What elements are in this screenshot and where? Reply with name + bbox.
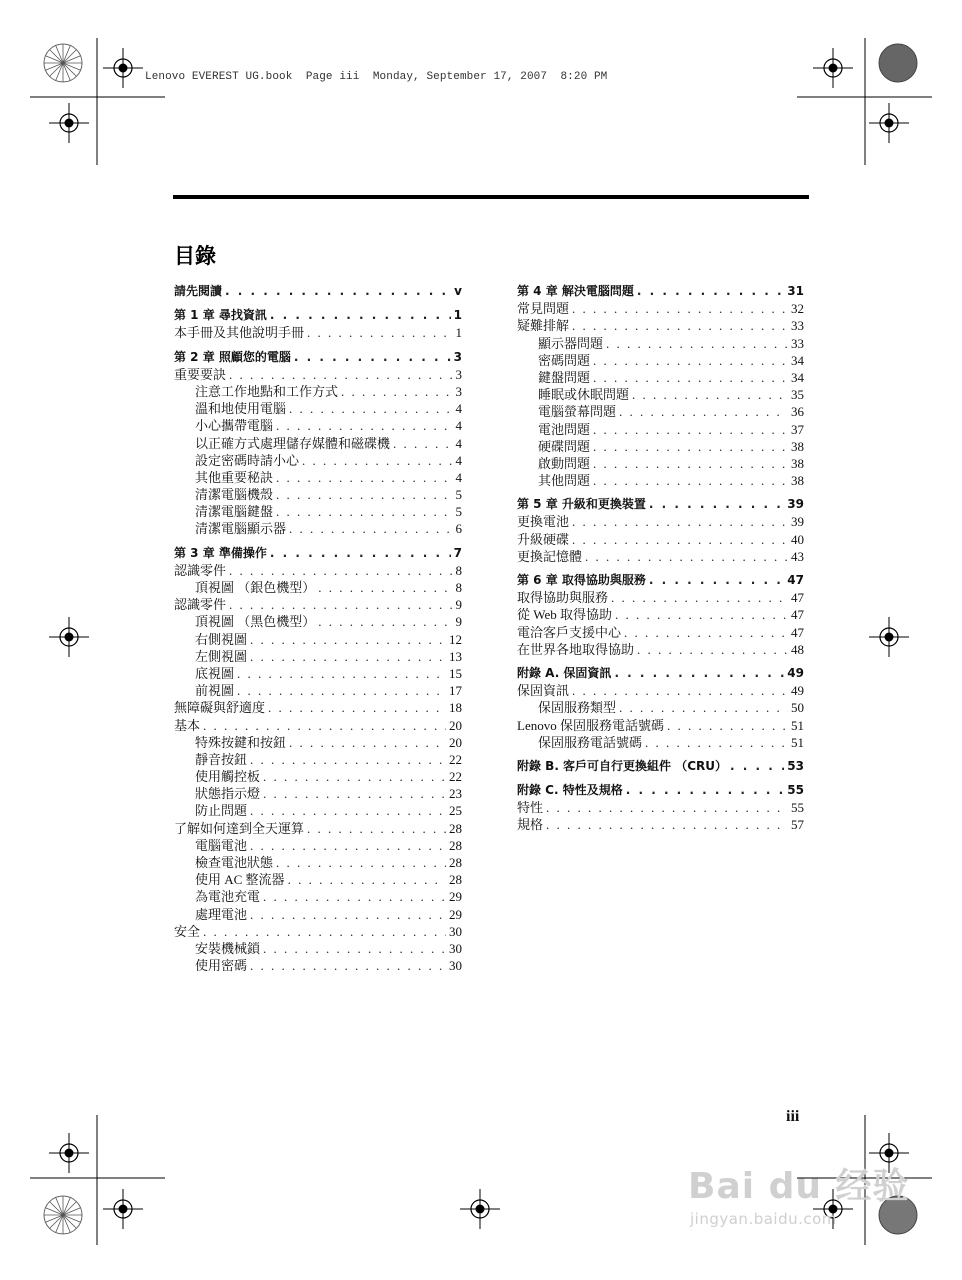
toc-entry-title: 第 4 章 解決電腦問題: [517, 284, 634, 298]
toc-entry-title: 安全: [174, 923, 201, 939]
toc-leader-dots: [546, 799, 788, 816]
toc-subsection-entry[interactable]: [174, 613, 462, 630]
toc-leader-dots: [203, 923, 446, 940]
toc-entry-title: 在世界各地取得協助: [517, 641, 635, 657]
toc-subsection-entry[interactable]: [174, 734, 462, 751]
toc-section-entry[interactable]: [517, 589, 804, 606]
toc-chapter-entry[interactable]: [517, 758, 804, 775]
toc-leader-dots: [615, 606, 788, 623]
toc-leader-dots: [585, 548, 788, 565]
toc-page-number: 3: [455, 383, 462, 399]
toc-section-entry[interactable]: [517, 531, 804, 548]
toc-subsection-entry[interactable]: [174, 854, 462, 871]
toc-entry-title: 取得協助與服務: [517, 590, 609, 606]
toc-page-number: 12: [449, 631, 462, 647]
toc-page-number: 13: [449, 648, 462, 664]
toc-entry-title: 使用 AC 整流器: [195, 872, 285, 888]
toc-leader-dots: [302, 452, 452, 469]
toc-leader-dots: [203, 717, 446, 734]
toc-page-number: 28: [449, 837, 462, 853]
toc-leader-dots: [606, 335, 788, 352]
toc-page-number: 33: [791, 335, 804, 351]
toc-leader-dots: [307, 324, 452, 341]
toc-entry-title: 第 6 章 取得協助與服務: [517, 573, 646, 587]
toc-leader-dots: [276, 854, 446, 871]
page-title: 目錄: [174, 244, 216, 268]
toc-chapter-entry[interactable]: [174, 307, 462, 324]
toc-entry-title: 清潔電腦鍵盤: [195, 504, 274, 520]
toc-entry-title: 使用觸控板: [195, 769, 261, 785]
toc-leader-dots: [730, 758, 784, 775]
toc-entry-title: Lenovo 保固服務電話號碼: [517, 717, 664, 733]
toc-page-number: 34: [791, 352, 804, 368]
toc-page-number: 4: [455, 452, 462, 468]
toc-subsection-entry[interactable]: [517, 352, 804, 369]
toc-page-number: 6: [455, 521, 462, 537]
toc-subsection-entry[interactable]: [517, 369, 804, 386]
toc-page-number: 31: [787, 284, 804, 298]
toc-section-entry[interactable]: [517, 816, 804, 833]
toc-entry-title: 其他問題: [538, 473, 591, 489]
toc-entry-title: 規格: [517, 817, 544, 833]
toc-entry-title: 顯示器問題: [538, 335, 604, 351]
toc-page-number: 3: [453, 349, 462, 364]
watermark-url: jingyan.baidu.com: [690, 1210, 837, 1228]
toc-page-number: 29: [449, 906, 462, 922]
toc-page-number: 20: [449, 734, 462, 750]
toc-leader-dots: [614, 665, 784, 682]
toc-leader-dots: [645, 734, 788, 751]
toc-subsection-entry[interactable]: [517, 403, 804, 420]
toc-entry-title: 靜音按鈕: [195, 751, 248, 767]
page-number: iii: [786, 1108, 800, 1125]
toc-page-number: 30: [449, 940, 462, 956]
toc-page-number: 48: [791, 641, 804, 657]
toc-leader-dots: [572, 317, 788, 334]
toc-page-number: 4: [455, 435, 462, 451]
toc-leader-dots: [593, 438, 788, 455]
toc-subsection-entry[interactable]: [174, 957, 462, 974]
toc-section-entry[interactable]: [174, 562, 462, 579]
toc-entry-title: 小心攜帶電腦: [195, 418, 274, 434]
toc-entry-title: 第 3 章 準備操作: [174, 545, 267, 560]
toc-section-entry[interactable]: [517, 300, 804, 317]
toc-entry-title: 電腦電池: [195, 837, 248, 853]
toc-page-number: 38: [791, 438, 804, 454]
toc-page-number: 8: [455, 562, 462, 578]
toc-page-number: 47: [787, 573, 804, 587]
toc-leader-dots: [593, 421, 788, 438]
toc-entry-title: 請先閱讀: [174, 284, 223, 298]
toc-page-number: 34: [791, 369, 804, 385]
toc-subsection-entry[interactable]: [174, 417, 462, 434]
toc-leader-dots: [307, 820, 446, 837]
watermark-logo: Bai du 经验: [688, 1166, 910, 1207]
toc-section-entry[interactable]: [517, 641, 804, 658]
toc-leader-dots: [250, 648, 446, 665]
toc-entry-title: 了解如何達到全天運算: [174, 820, 305, 836]
toc-entry-title: 疑難排解: [517, 318, 570, 334]
toc-entry-title: 第 2 章 照顧您的電腦: [174, 349, 291, 364]
toc-leader-dots: [250, 837, 446, 854]
toc-subsection-entry[interactable]: [174, 486, 462, 503]
toc-subsection-entry[interactable]: [174, 503, 462, 520]
toc-entry-title: 基本: [174, 717, 201, 733]
toc-page-number: 39: [787, 497, 804, 512]
toc-leader-dots: [276, 503, 452, 520]
toc-subsection-entry[interactable]: [174, 751, 462, 768]
toc-section-entry[interactable]: [517, 317, 804, 334]
toc-page-number: 43: [791, 548, 804, 564]
toc-leader-dots: [276, 469, 452, 486]
toc-leader-dots: [637, 283, 784, 300]
toc-page-number: 32: [791, 301, 804, 317]
toc-section-entry[interactable]: [174, 699, 462, 716]
toc-leader-dots: [649, 496, 784, 513]
toc-page-number: 47: [791, 590, 804, 606]
toc-entry-title: 認識零件: [174, 562, 227, 578]
toc-subsection-entry[interactable]: [174, 452, 462, 469]
toc-entry-title: 溫和地使用電腦: [195, 401, 287, 417]
toc-entry-title: 電腦螢幕問題: [538, 404, 617, 420]
toc-entry-title: 從 Web 取得協助: [517, 607, 612, 623]
toc-page-number: 30: [449, 958, 462, 974]
toc-page-number: 5: [455, 504, 462, 520]
toc-leader-dots: [624, 624, 788, 641]
toc-page-number: 57: [791, 817, 804, 833]
toc-page-number: 29: [449, 889, 462, 905]
toc-entry-title: 特殊按鍵和按鈕: [195, 734, 287, 750]
toc-subsection-entry[interactable]: [174, 871, 462, 888]
toc-page-number: 25: [449, 803, 462, 819]
toc-entry-title: 防止問題: [195, 803, 248, 819]
toc-leader-dots: [263, 888, 446, 905]
toc-chapter-entry[interactable]: [174, 283, 462, 300]
toc-page-number: 55: [787, 783, 804, 798]
toc-leader-dots: [250, 751, 446, 768]
toc-subsection-entry[interactable]: [517, 699, 804, 716]
toc-entry-title: 常見問題: [517, 301, 570, 317]
toc-leader-dots: [294, 349, 451, 366]
toc-leader-dots: [276, 417, 452, 434]
toc-page-number: 28: [449, 872, 462, 888]
toc-entry-title: 更換電池: [517, 514, 570, 530]
toc-entry-title: 檢查電池狀態: [195, 855, 274, 870]
toc-entry-title: 電洽客戶支援中心: [517, 624, 622, 640]
toc-leader-dots: [593, 472, 788, 489]
toc-leader-dots: [572, 300, 788, 317]
toc-leader-dots: [318, 613, 452, 630]
toc-leader-dots: [229, 366, 452, 383]
toc-leader-dots: [237, 665, 446, 682]
toc-leader-dots: [289, 520, 452, 537]
toc-entry-title: 底視圖: [195, 665, 235, 681]
toc-section-entry[interactable]: [517, 682, 804, 699]
toc-section-entry[interactable]: [174, 923, 462, 940]
toc-subsection-entry[interactable]: [174, 888, 462, 905]
toc-entry-title: 頂視圖 （銀色機型）: [195, 580, 316, 595]
toc-leader-dots: [225, 283, 451, 300]
toc-leader-dots: [632, 386, 788, 403]
toc-subsection-entry[interactable]: [517, 421, 804, 438]
toc-page-number: 40: [791, 531, 804, 547]
toc-section-entry[interactable]: [174, 717, 462, 734]
toc-page-number: 1: [455, 325, 462, 341]
toc-subsection-entry[interactable]: [517, 734, 804, 751]
toc-entry-title: 附錄 C. 特性及規格: [517, 783, 623, 798]
toc-subsection-entry[interactable]: [174, 435, 462, 452]
toc-leader-dots: [649, 572, 784, 589]
toc-leader-dots: [289, 400, 452, 417]
toc-entry-title: 第 1 章 尋找資訊: [174, 308, 267, 323]
toc-leader-dots: [619, 699, 788, 716]
toc-section-entry[interactable]: [517, 799, 804, 816]
toc-leader-dots: [667, 717, 788, 734]
toc-entry-title: 無障礙與舒適度: [174, 700, 266, 716]
toc-entry-title: 升級硬碟: [517, 531, 570, 547]
toc-entry-title: 為電池充電: [195, 889, 261, 905]
toc-subsection-entry[interactable]: [517, 386, 804, 403]
toc-page-number: 49: [787, 665, 804, 680]
toc-section-entry[interactable]: [517, 548, 804, 565]
toc-entry-title: 特性: [517, 800, 544, 816]
toc-page-number: 9: [455, 597, 462, 613]
toc-chapter-entry[interactable]: [517, 665, 804, 682]
toc-page-number: 35: [791, 387, 804, 403]
toc-page-number: 30: [449, 923, 462, 939]
toc-entry-title: 保固服務電話號碼: [538, 734, 643, 750]
toc-entry-title: 重要要訣: [174, 366, 227, 382]
toc-entry-title: 使用密碼: [195, 958, 248, 974]
heading-rule: [173, 195, 809, 199]
toc-page-number: 18: [449, 700, 462, 716]
toc-entry-title: 以正確方式處理儲存媒體和磁碟機: [195, 435, 391, 451]
toc-page-number: 4: [455, 469, 462, 485]
toc-subsection-entry[interactable]: [174, 469, 462, 486]
toc-entry-title: 狀態指示燈: [195, 786, 261, 802]
toc-page-number: 22: [449, 769, 462, 785]
toc-leader-dots: [289, 734, 446, 751]
toc-section-entry[interactable]: [174, 596, 462, 613]
toc-section-entry[interactable]: [517, 513, 804, 530]
toc-chapter-entry[interactable]: [517, 782, 804, 799]
toc-leader-dots: [611, 589, 788, 606]
toc-entry-title: 保固資訊: [517, 683, 570, 699]
toc-leader-dots: [572, 531, 788, 548]
toc-entry-title: 其他重要秘訣: [195, 469, 274, 485]
toc-leader-dots: [250, 957, 446, 974]
toc-page-number: 49: [791, 683, 804, 699]
toc-entry-title: 硬碟問題: [538, 438, 591, 454]
toc-page-number: 38: [791, 473, 804, 489]
toc-entry-title: 頂視圖 （黑色機型）: [195, 614, 316, 630]
toc-subsection-entry[interactable]: [517, 455, 804, 472]
toc-page-number: 36: [791, 404, 804, 420]
toc-entry-title: 認識零件: [174, 597, 227, 613]
toc-left-column: [174, 283, 462, 974]
toc-section-entry[interactable]: [174, 366, 462, 383]
toc-subsection-entry[interactable]: [174, 383, 462, 400]
toc-leader-dots: [593, 369, 788, 386]
toc-page-number: 1: [453, 308, 462, 323]
toc-entry-title: 附錄 B. 客戶可自行更換組件 （CRU）: [517, 758, 728, 773]
toc-leader-dots: [237, 682, 446, 699]
toc-subsection-entry[interactable]: [174, 579, 462, 596]
toc-leader-dots: [229, 562, 452, 579]
toc-section-entry[interactable]: [517, 624, 804, 641]
toc-leader-dots: [546, 816, 788, 833]
toc-chapter-entry[interactable]: [174, 349, 462, 366]
toc-leader-dots: [250, 906, 446, 923]
toc-page-number: 39: [791, 514, 804, 530]
toc-chapter-entry[interactable]: [517, 572, 804, 589]
print-header: Lenovo EVEREST UG.book Page iii Monday, September 17, 2007 8:20 PM: [145, 71, 608, 83]
toc-page-number: 38: [791, 455, 804, 471]
toc-subsection-entry[interactable]: [517, 472, 804, 489]
toc-entry-title: 啟動問題: [538, 455, 591, 471]
toc-leader-dots: [619, 403, 788, 420]
toc-page-number: 5: [455, 487, 462, 503]
toc-section-entry[interactable]: [517, 717, 804, 734]
toc-subsection-entry[interactable]: [174, 940, 462, 957]
toc-subsection-entry[interactable]: [174, 682, 462, 699]
toc-page-number: 17: [449, 683, 462, 699]
toc-page-number: 7: [453, 545, 462, 560]
toc-page-number: 4: [455, 401, 462, 417]
toc-subsection-entry[interactable]: [174, 631, 462, 648]
toc-chapter-entry[interactable]: [174, 545, 462, 562]
toc-page-number: 47: [791, 607, 804, 623]
toc-leader-dots: [288, 871, 446, 888]
toc-subsection-entry[interactable]: [174, 837, 462, 854]
toc-entry-title: 注意工作地點和工作方式: [195, 383, 339, 399]
toc-entry-title: 鍵盤問題: [538, 369, 591, 385]
toc-subsection-entry[interactable]: [174, 648, 462, 665]
toc-page-number: 3: [455, 366, 462, 382]
toc-subsection-entry[interactable]: [174, 785, 462, 802]
toc-subsection-entry[interactable]: [174, 520, 462, 537]
toc-entry-title: 密碼問題: [538, 352, 591, 368]
toc-page-number: 51: [791, 734, 804, 750]
toc-entry-title: 右側視圖: [195, 631, 248, 647]
toc-page-number: 47: [791, 624, 804, 640]
toc-leader-dots: [270, 307, 451, 324]
toc-leader-dots: [572, 513, 788, 530]
toc-subsection-entry[interactable]: [517, 335, 804, 352]
toc-entry-title: 睡眠或休眠問題: [538, 387, 630, 403]
toc-subsection-entry[interactable]: [174, 802, 462, 819]
toc-page-number: 15: [449, 665, 462, 681]
toc-entry-title: 第 5 章 升級和更換裝置: [517, 497, 646, 512]
toc-leader-dots: [229, 596, 452, 613]
toc-entry-title: 本手冊及其他說明手冊: [174, 325, 305, 341]
toc-page-number: 53: [787, 758, 804, 773]
toc-leader-dots: [250, 631, 446, 648]
toc-leader-dots: [593, 352, 788, 369]
toc-leader-dots: [270, 545, 451, 562]
toc-leader-dots: [593, 455, 788, 472]
toc-leader-dots: [572, 682, 788, 699]
toc-chapter-entry[interactable]: [517, 283, 804, 300]
toc-leader-dots: [263, 785, 446, 802]
toc-section-entry[interactable]: [174, 324, 462, 341]
toc-leader-dots: [626, 782, 785, 799]
toc-leader-dots: [263, 768, 446, 785]
toc-leader-dots: [318, 579, 452, 596]
toc-page-number: 20: [449, 717, 462, 733]
toc-subsection-entry[interactable]: [174, 768, 462, 785]
toc-entry-title: 左側視圖: [195, 648, 248, 664]
toc-leader-dots: [268, 699, 446, 716]
toc-page-number: 28: [449, 820, 462, 836]
toc-page-number: 33: [791, 318, 804, 334]
toc-page-number: 55: [791, 800, 804, 816]
toc-page-number: 37: [791, 421, 804, 437]
toc-page-number: 4: [455, 418, 462, 434]
toc-entry-title: 更換記憶體: [517, 548, 583, 564]
toc-subsection-entry[interactable]: [517, 438, 804, 455]
toc-leader-dots: [250, 802, 446, 819]
toc-entry-title: 清潔電腦顯示器: [195, 521, 287, 537]
toc-entry-title: 設定密碼時請小心: [195, 452, 300, 468]
toc-entry-title: 清潔電腦機殼: [195, 487, 274, 503]
toc-entry-title: 安裝機械鎖: [195, 940, 261, 956]
toc-entry-title: 保固服務類型: [538, 700, 617, 716]
toc-page-number: 23: [449, 786, 462, 802]
toc-page-number: 22: [449, 751, 462, 767]
toc-leader-dots: [637, 641, 788, 658]
toc-entry-title: 附錄 A. 保固資訊: [517, 665, 612, 680]
toc-entry-title: 處理電池: [195, 906, 248, 922]
toc-entry-title: 前視圖: [195, 683, 235, 699]
toc-chapter-entry[interactable]: [517, 496, 804, 513]
toc-section-entry[interactable]: [174, 820, 462, 837]
toc-subsection-entry[interactable]: [174, 665, 462, 682]
toc-page-number: 8: [455, 580, 462, 595]
toc-entry-title: 電池問題: [538, 421, 591, 437]
toc-page-number: 50: [791, 700, 804, 716]
toc-page-number: 9: [455, 614, 462, 630]
toc-page-number: 51: [791, 717, 804, 733]
toc-right-column: [517, 283, 804, 834]
toc-leader-dots: [341, 383, 452, 400]
toc-subsection-entry[interactable]: [174, 400, 462, 417]
toc-section-entry[interactable]: [517, 606, 804, 623]
toc-page-number: v: [454, 284, 462, 298]
toc-leader-dots: [263, 940, 446, 957]
toc-leader-dots: [393, 435, 452, 452]
toc-page-number: 28: [449, 855, 462, 870]
toc-leader-dots: [276, 486, 452, 503]
toc-subsection-entry[interactable]: [174, 906, 462, 923]
